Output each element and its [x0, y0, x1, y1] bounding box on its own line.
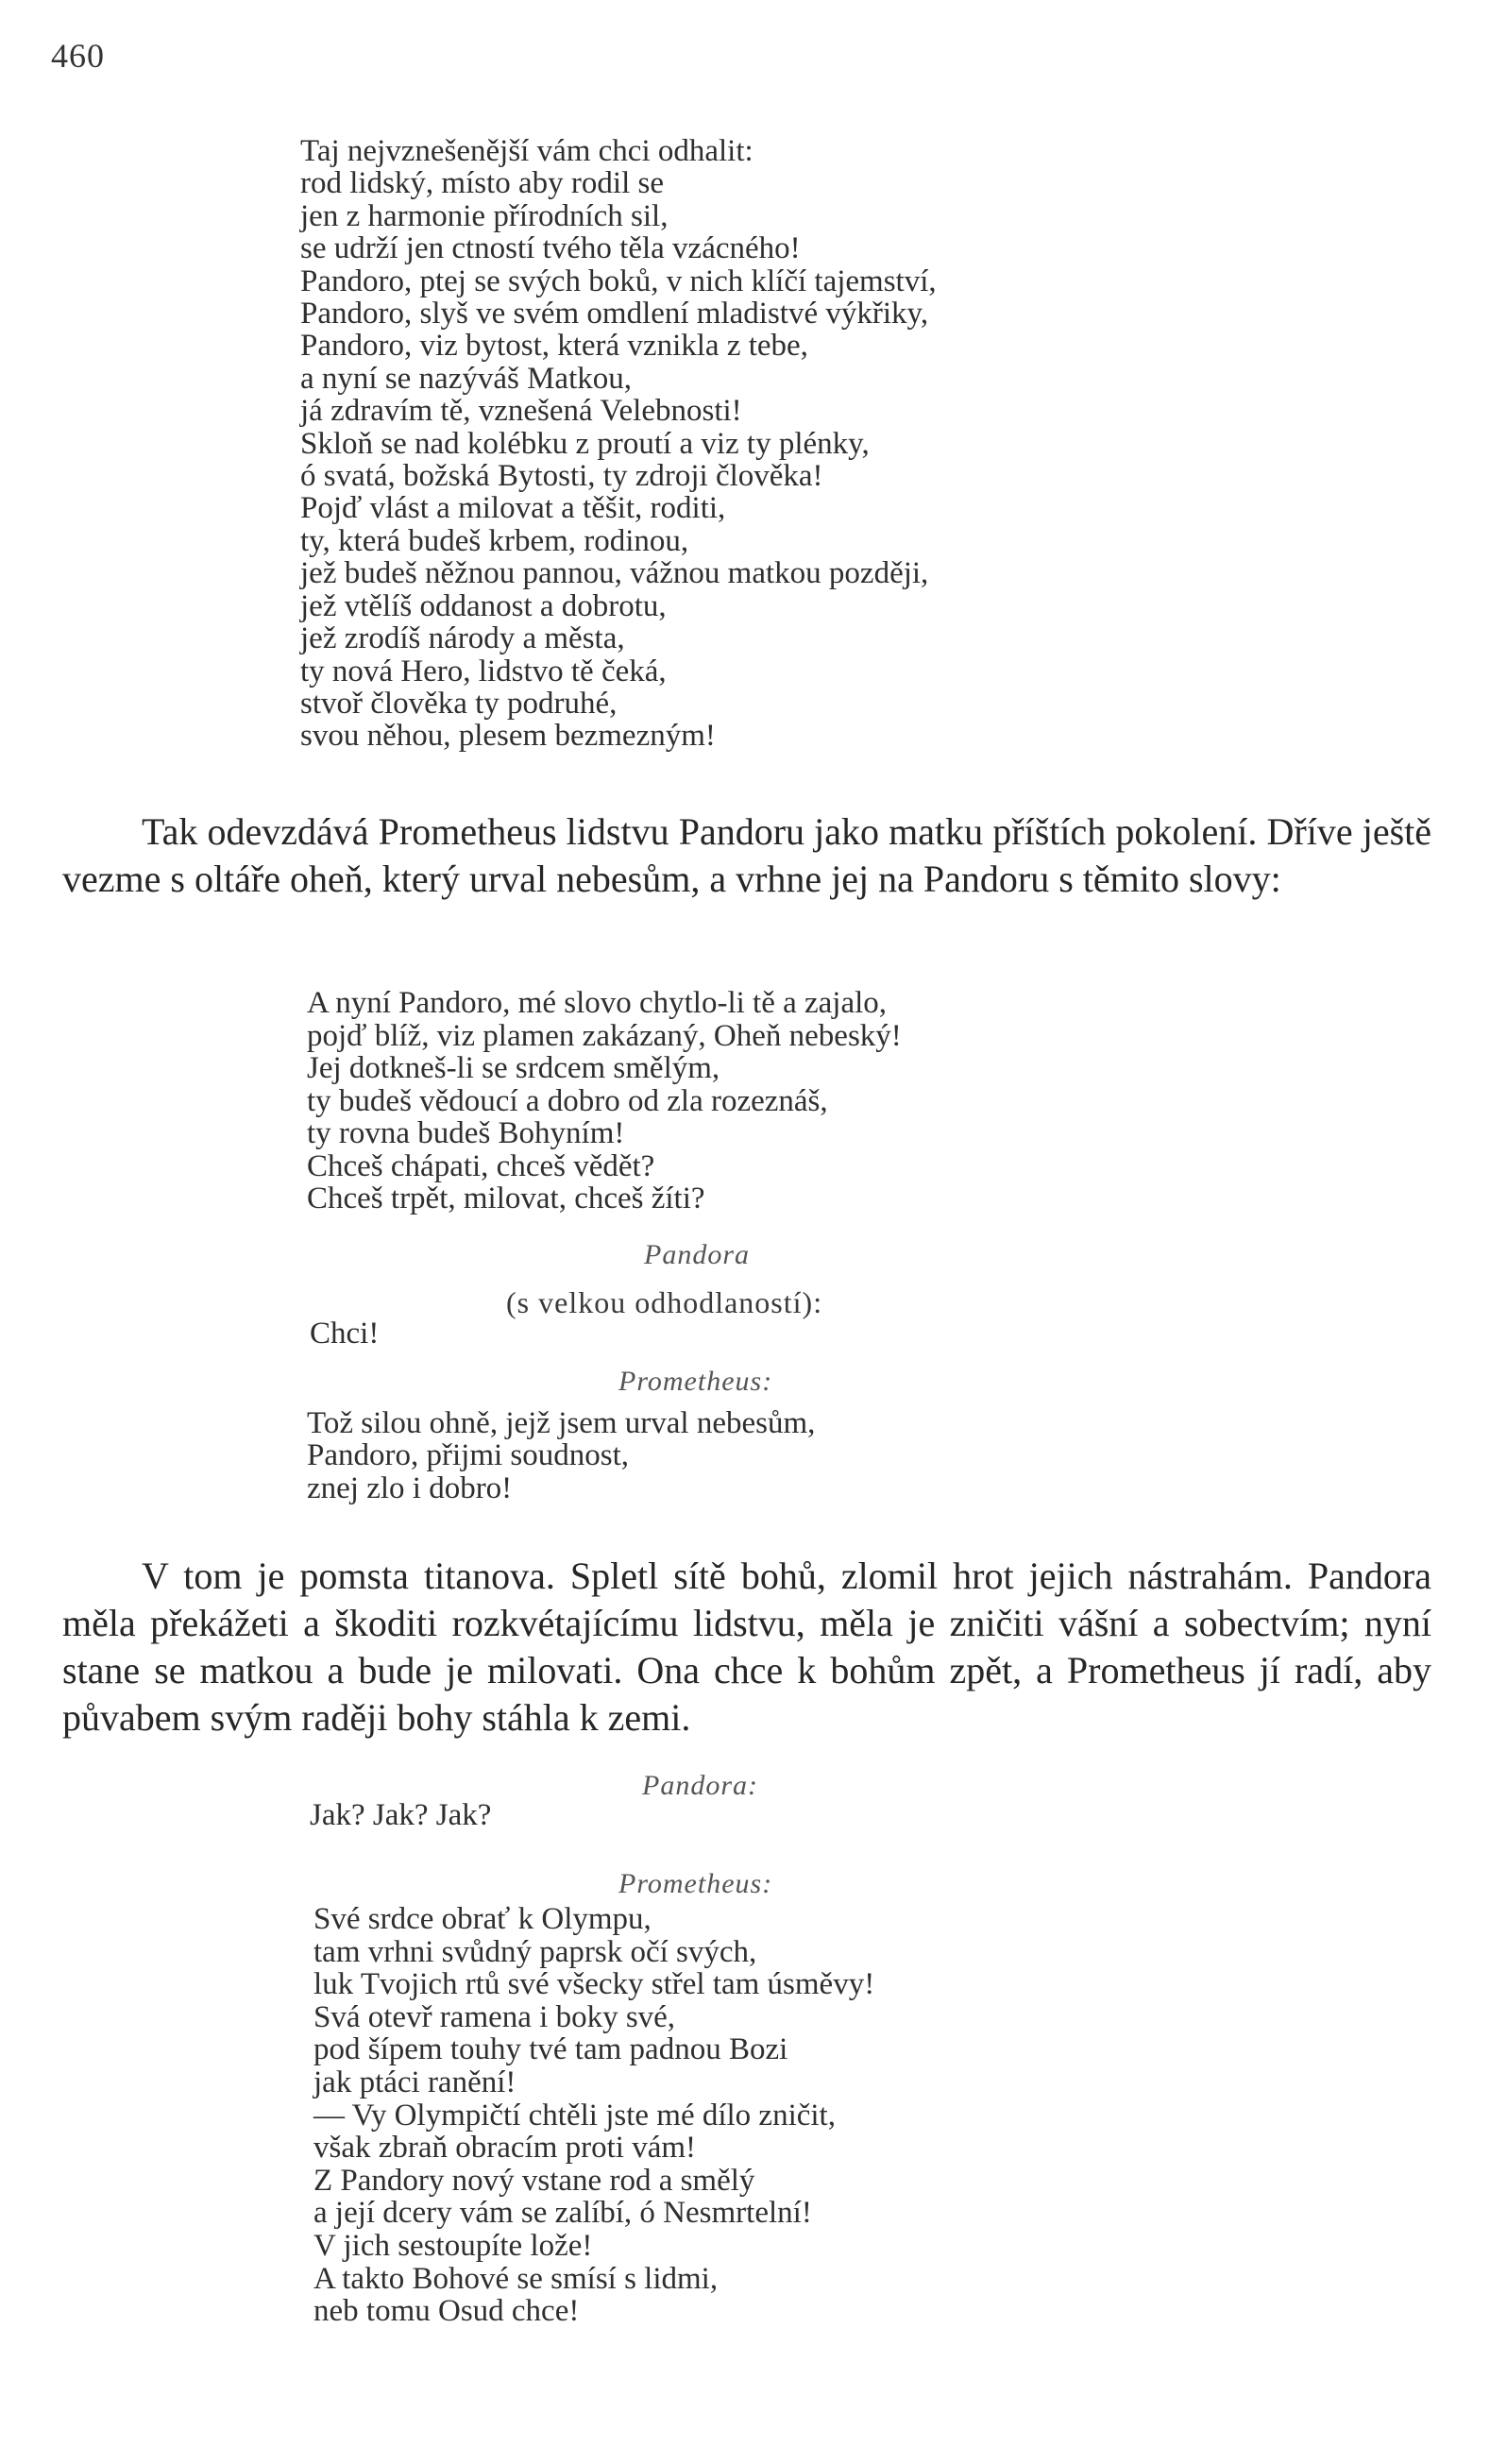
- verse-line: ty, která budeš krbem, rodinou,: [300, 523, 689, 558]
- page-number: 460: [51, 37, 105, 75]
- verse-block-2: [307, 987, 902, 1215]
- paragraph-2: V tom je pomsta titanova. Spletl sítě bohů, zlomil hrot jejich nástrahám. Pandora měla překážeti a škoditi rozkvétajícímu lidstvu, měla je zničiti vášní a sobectvím; nyní stane se matkou a bude je milovati. Ona chce k bohům zpět, a Prometheus jí radí, aby půvabem svým raději bohy stáhla k zemi.: [62, 1555, 1431, 1739]
- paragraph-1: Tak odevzdává Prometheus lidstvu Pandoru jako matku příštích pokolení. Dříve ještě vezme s oltáře oheň, který urval nebesům, a vrhne jej na Pandoru s těmito slovy:: [62, 810, 1431, 900]
- verse-block-4: [310, 1799, 491, 1831]
- verse-line: Z Pandory nový vstane rod a smělý: [313, 2163, 755, 2198]
- verse-line: jen z harmonie přírodních sil,: [300, 198, 669, 233]
- verse-line: A takto Bohové se smísí s lidmi,: [313, 2261, 719, 2296]
- verse-line: rod lidský, místo aby rodil se: [300, 166, 664, 201]
- verse-line: a její dcery vám se zalíbí, ó Nesmrtelní!: [313, 2196, 812, 2231]
- verse-line: ty budeš vědoucí a dobro od zla rozeznáš,: [307, 1083, 828, 1118]
- verse-line: pojď blíž, viz plamen zakázaný, Oheň nebeský!: [307, 1018, 902, 1053]
- verse-line: Skloň se nad kolébku z proutí a viz ty plénky,: [300, 426, 870, 461]
- verse-line: Chceš chápati, chceš vědět?: [307, 1148, 655, 1183]
- verse-block-1: [300, 135, 937, 753]
- verse-line: Pandoro, viz bytost, která vznikla z tebe,: [300, 329, 808, 364]
- speaker-prometheus: Prometheus:: [618, 1366, 773, 1397]
- verse-line: Jej dotkneš-li se srdcem smělým,: [307, 1051, 720, 1085]
- verse-line: Své srdce obrať k Olympu,: [313, 1902, 652, 1936]
- verse-line: ty nová Hero, lidstvo tě čeká,: [300, 654, 667, 688]
- verse-line: Taj nejvznešenější vám chci odhalit:: [300, 134, 753, 168]
- speaker-pandora: Pandora: [644, 1239, 750, 1270]
- verse-block-3: [307, 1407, 815, 1504]
- verse-line: však zbraň obracím proti vám!: [313, 2131, 697, 2166]
- verse-line: neb tomu Osud chce!: [313, 2294, 580, 2329]
- verse-line: jak ptáci ranění!: [313, 2065, 516, 2099]
- verse-line: Pandoro, ptej se svých boků, v nich klíčí tajemství,: [300, 263, 937, 298]
- verse-line: svou něhou, plesem bezmezným!: [300, 719, 716, 754]
- verse-line: V jich sestoupíte lože!: [313, 2228, 593, 2263]
- verse-line: luk Tvojich rtů své všecky střel tam úsměvy!: [313, 1967, 875, 2002]
- verse-line: Pandoro, slyš ve svém omdlení mladistvé výkřiky,: [300, 297, 929, 331]
- verse-line: já zdravím tě, vznešená Velebnosti!: [300, 394, 742, 429]
- reply-chci: Chci!: [310, 1317, 380, 1351]
- verse-line: ó svatá, božská Bytosti, ty zdroji člověka!: [300, 459, 823, 494]
- verse-line: — Vy Olympičtí chtěli jste mé dílo zničit,: [313, 2098, 836, 2133]
- verse-line: jež budeš něžnou pannou, vážnou matkou později,: [300, 556, 929, 591]
- verse-line: stvoř člověka ty podruhé,: [300, 686, 618, 721]
- verse-line: ty rovna budeš Bohyním!: [307, 1116, 625, 1150]
- speaker-pandora-2: Pandora:: [642, 1770, 758, 1801]
- verse-line: jež zrodíš národy a města,: [300, 621, 625, 656]
- verse-line: tam vrhni svůdný paprsk očí svých,: [313, 1934, 757, 1969]
- verse-line: Pandoro, přijmi soudnost,: [307, 1438, 630, 1473]
- verse-line: Svá otevř ramena i boky své,: [313, 1999, 676, 2034]
- stage-direction: (s velkou odhodlaností):: [506, 1285, 823, 1319]
- verse-line: a nyní se nazýváš Matkou,: [300, 361, 632, 396]
- verse-line: Pojď vlást a milovat a těšit, roditi,: [300, 491, 726, 526]
- verse-line: Jak? Jak? Jak?: [310, 1798, 492, 1832]
- verse-line: Tož silou ohně, jejž jsem urval nebesům,: [307, 1406, 816, 1440]
- verse-line: pod šípem touhy tvé tam padnou Bozi: [313, 2032, 788, 2067]
- verse-line: znej zlo i dobro!: [307, 1470, 513, 1505]
- speaker-prometheus-2: Prometheus:: [618, 1868, 773, 1899]
- verse-line: Chceš trpět, milovat, chceš žíti?: [307, 1181, 705, 1215]
- verse-block-5: [313, 1903, 874, 2328]
- verse-line: A nyní Pandoro, mé slovo chytlo-li tě a zajalo,: [307, 986, 888, 1020]
- verse-line: jež vtělíš oddanost a dobrotu,: [300, 588, 667, 623]
- verse-line: se udrží jen ctností tvého těla vzácného!: [300, 231, 801, 266]
